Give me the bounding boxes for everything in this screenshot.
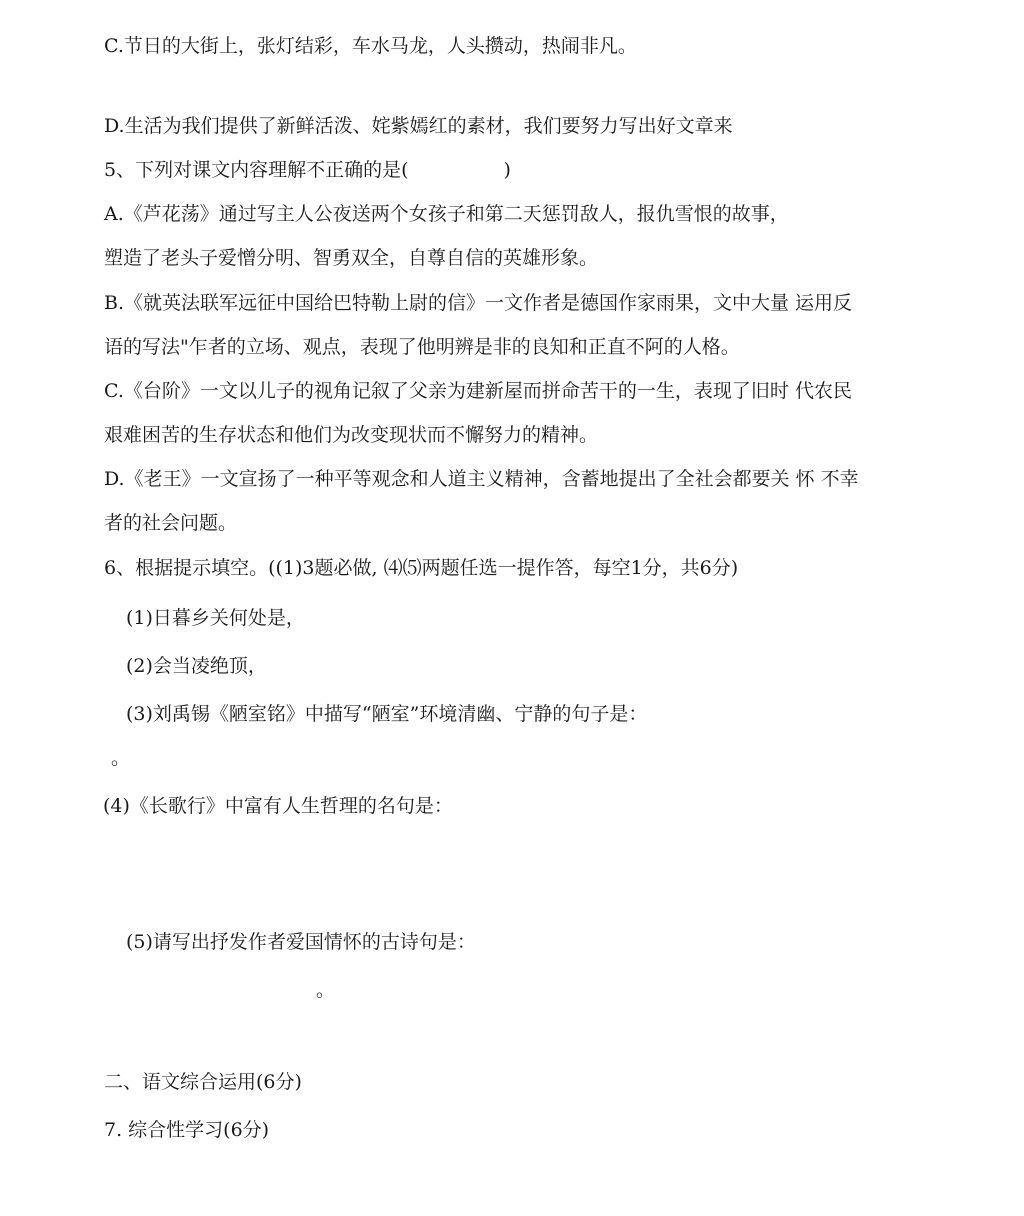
option-c-q5-line2: 艰难困苦的生存状态和他们为改变现状而不懈努力的精神。 [104, 424, 599, 446]
option-b-q5-line2: 语的写法"乍者的立场、观点，表现了他明辨是非的良知和正直不阿的人格。 [104, 336, 740, 358]
blank-period-2: 。 [316, 979, 336, 1001]
option-a-q5-line1: A.《芦花荡》通过写主人公夜送两个女孩子和第二天惩罚敌人，报仇雪恨的故事， [104, 203, 789, 225]
option-c-q5-line1: C.《台阶》一文以儿子的视角记叙了父亲为建新屋而拼命苦干的一生，表现了旧时 代农民 [104, 380, 852, 402]
blank-period-1: 。 [111, 747, 131, 769]
option-d-q4: D.生活为我们提供了新鲜活泼、姹紫嫣红的素材，我们要努力写出好文章来 [104, 115, 733, 137]
fill-blank-1: (1)日暮乡关何处是， [126, 607, 305, 629]
question-7-title: 7. 综合性学习(6分) [104, 1119, 270, 1141]
option-d-q5-line2: 者的社会问题。 [104, 512, 238, 534]
section-2-heading: 二、语文综合运用(6分) [104, 1071, 302, 1093]
option-d-q5-line1: D.《老王》一文宣扬了一种平等观念和人道主义精神，含蓄地提出了全社会都要关 怀 不幸 [104, 468, 859, 490]
fill-blank-5: (5)请写出抒发作者爱国情怀的古诗句是： [126, 931, 476, 953]
option-b-q5-line1: B.《就英法联军远征中国给巴特勒上尉的信》一文作者是德国作家雨果，文中大量 运用反 [104, 292, 853, 314]
option-a-q5-line2: 塑造了老头子爱憎分明、智勇双全，自尊自信的英雄形象。 [104, 247, 599, 269]
fill-blank-4: (4)《长歌行》中富有人生哲理的名句是： [103, 795, 453, 817]
fill-blank-3: (3)刘禹锡《陋室铭》中描写“陋室”环境清幽、宁静的句子是： [126, 703, 648, 725]
question-6-title: 6、根据提示填空。((1)3题必做, ⑷⑸两题任选一提作答，每空1分，共6分) [104, 557, 739, 579]
option-c-q4: C.节日的大街上，张灯结彩，车水马龙，人头攒动，热闹非凡。 [104, 35, 637, 57]
fill-blank-2: (2)会当凌绝顶， [126, 655, 267, 677]
question-5-title: 5、下列对课文内容理解不正确的是( ) [104, 159, 511, 181]
